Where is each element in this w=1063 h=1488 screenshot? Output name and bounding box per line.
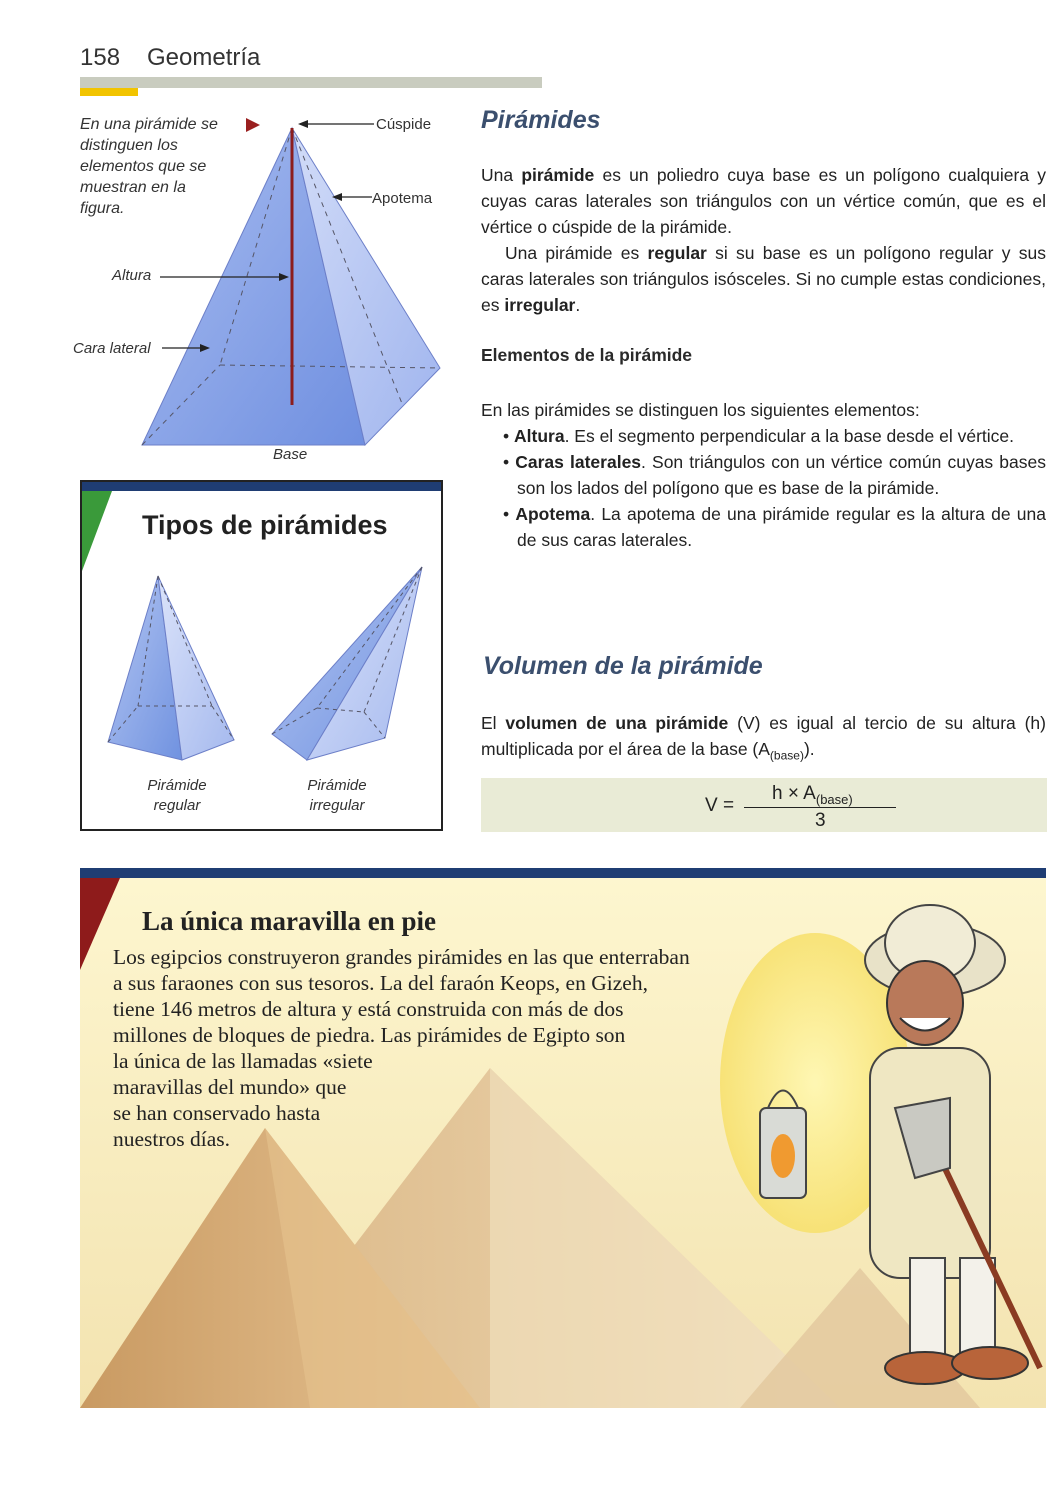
list-item-altura: • Altura. Es el segmento perpendicular a la base desde el vértice. bbox=[503, 426, 1014, 446]
label-apotema: Apotema bbox=[372, 190, 433, 207]
header-rule bbox=[80, 77, 542, 88]
label-irregular: Pirámide irregular bbox=[307, 777, 367, 814]
label-base: Base bbox=[273, 446, 308, 463]
maravilla-panel bbox=[80, 868, 1046, 1408]
piramides-paragraph-2: Una pirámide es regular si su base es un polígono regular y sus caras laterales son triángulos isósceles. Si no cumple estas condiciones, es irregular. bbox=[481, 243, 1046, 315]
irregular-pyramid-right bbox=[307, 567, 422, 760]
header-accent bbox=[80, 88, 138, 96]
elementos-title: Elementos de la pirámide bbox=[481, 345, 693, 365]
pointer-icon bbox=[246, 118, 260, 132]
panel-bar bbox=[80, 868, 1046, 878]
formula-band bbox=[481, 778, 1047, 832]
page-number: 158 bbox=[80, 44, 121, 71]
list-item-caras-laterales: • Caras laterales. Son triángulos con un vértice común cuyas bases son los lados del polígono que es base de la pirámide. bbox=[503, 452, 1046, 498]
figure-caption: En una pirámide se distinguen los elementos que se muestran en la figura. bbox=[80, 116, 218, 217]
piramides-title: Pirámides bbox=[481, 106, 601, 134]
panel-text: Los egipcios construyeron grandes pirámides en las que enterraban a sus faraones con sus tesoros. La del faraón Keops, en Gizeh, tiene 146 metros de altura y está construida con más de dos millones de bloques de piedra. Las pirámides de Egipto son la única de las llamadas «siete maravillas del mundo» que se han conservado hasta nuestros días. bbox=[113, 945, 690, 1151]
formula-fraction-line bbox=[744, 807, 896, 808]
label-cara-lateral: Cara lateral bbox=[73, 340, 151, 357]
label-cuspide: Cúspide bbox=[376, 116, 432, 133]
formula-numerator: $h \times A_{(base)}$ bbox=[772, 783, 853, 807]
pyramid-types-box bbox=[80, 480, 443, 831]
section-title: Geometría bbox=[147, 44, 261, 71]
elementos-intro: En las pirámides se distinguen los siguientes elementos: bbox=[481, 400, 920, 420]
volumen-title: Volumen de la pirámide bbox=[483, 652, 763, 680]
pyramid-types-figure bbox=[82, 542, 443, 772]
panel-title: La única maravilla en pie bbox=[142, 906, 437, 936]
label-altura: Altura bbox=[112, 267, 152, 284]
formula-lhs: V = bbox=[705, 795, 735, 816]
volumen-paragraph: El volumen de una pirámide (V) es igual al tercio de su altura (h) multiplicada por el área de la base $(A_{(base)})$. bbox=[481, 713, 1046, 763]
types-box-title: Tipos de pirámides bbox=[142, 510, 388, 540]
elementos-list bbox=[481, 397, 1046, 553]
formula-denominator: 3 bbox=[815, 810, 826, 831]
list-item-apotema: • Apotema. La apotema de una pirámide regular es la altura de una de sus caras laterales. bbox=[503, 504, 1046, 550]
types-box-bar bbox=[82, 482, 443, 491]
piramides-paragraph-1: Una pirámide es un poliedro cuya base es un polígono cualquiera y cuyas caras laterales son triángulos con un vértice común, que es el vértice o cúspide de la pirámide. bbox=[481, 165, 1047, 237]
label-regular: Pirámide regular bbox=[147, 777, 207, 814]
